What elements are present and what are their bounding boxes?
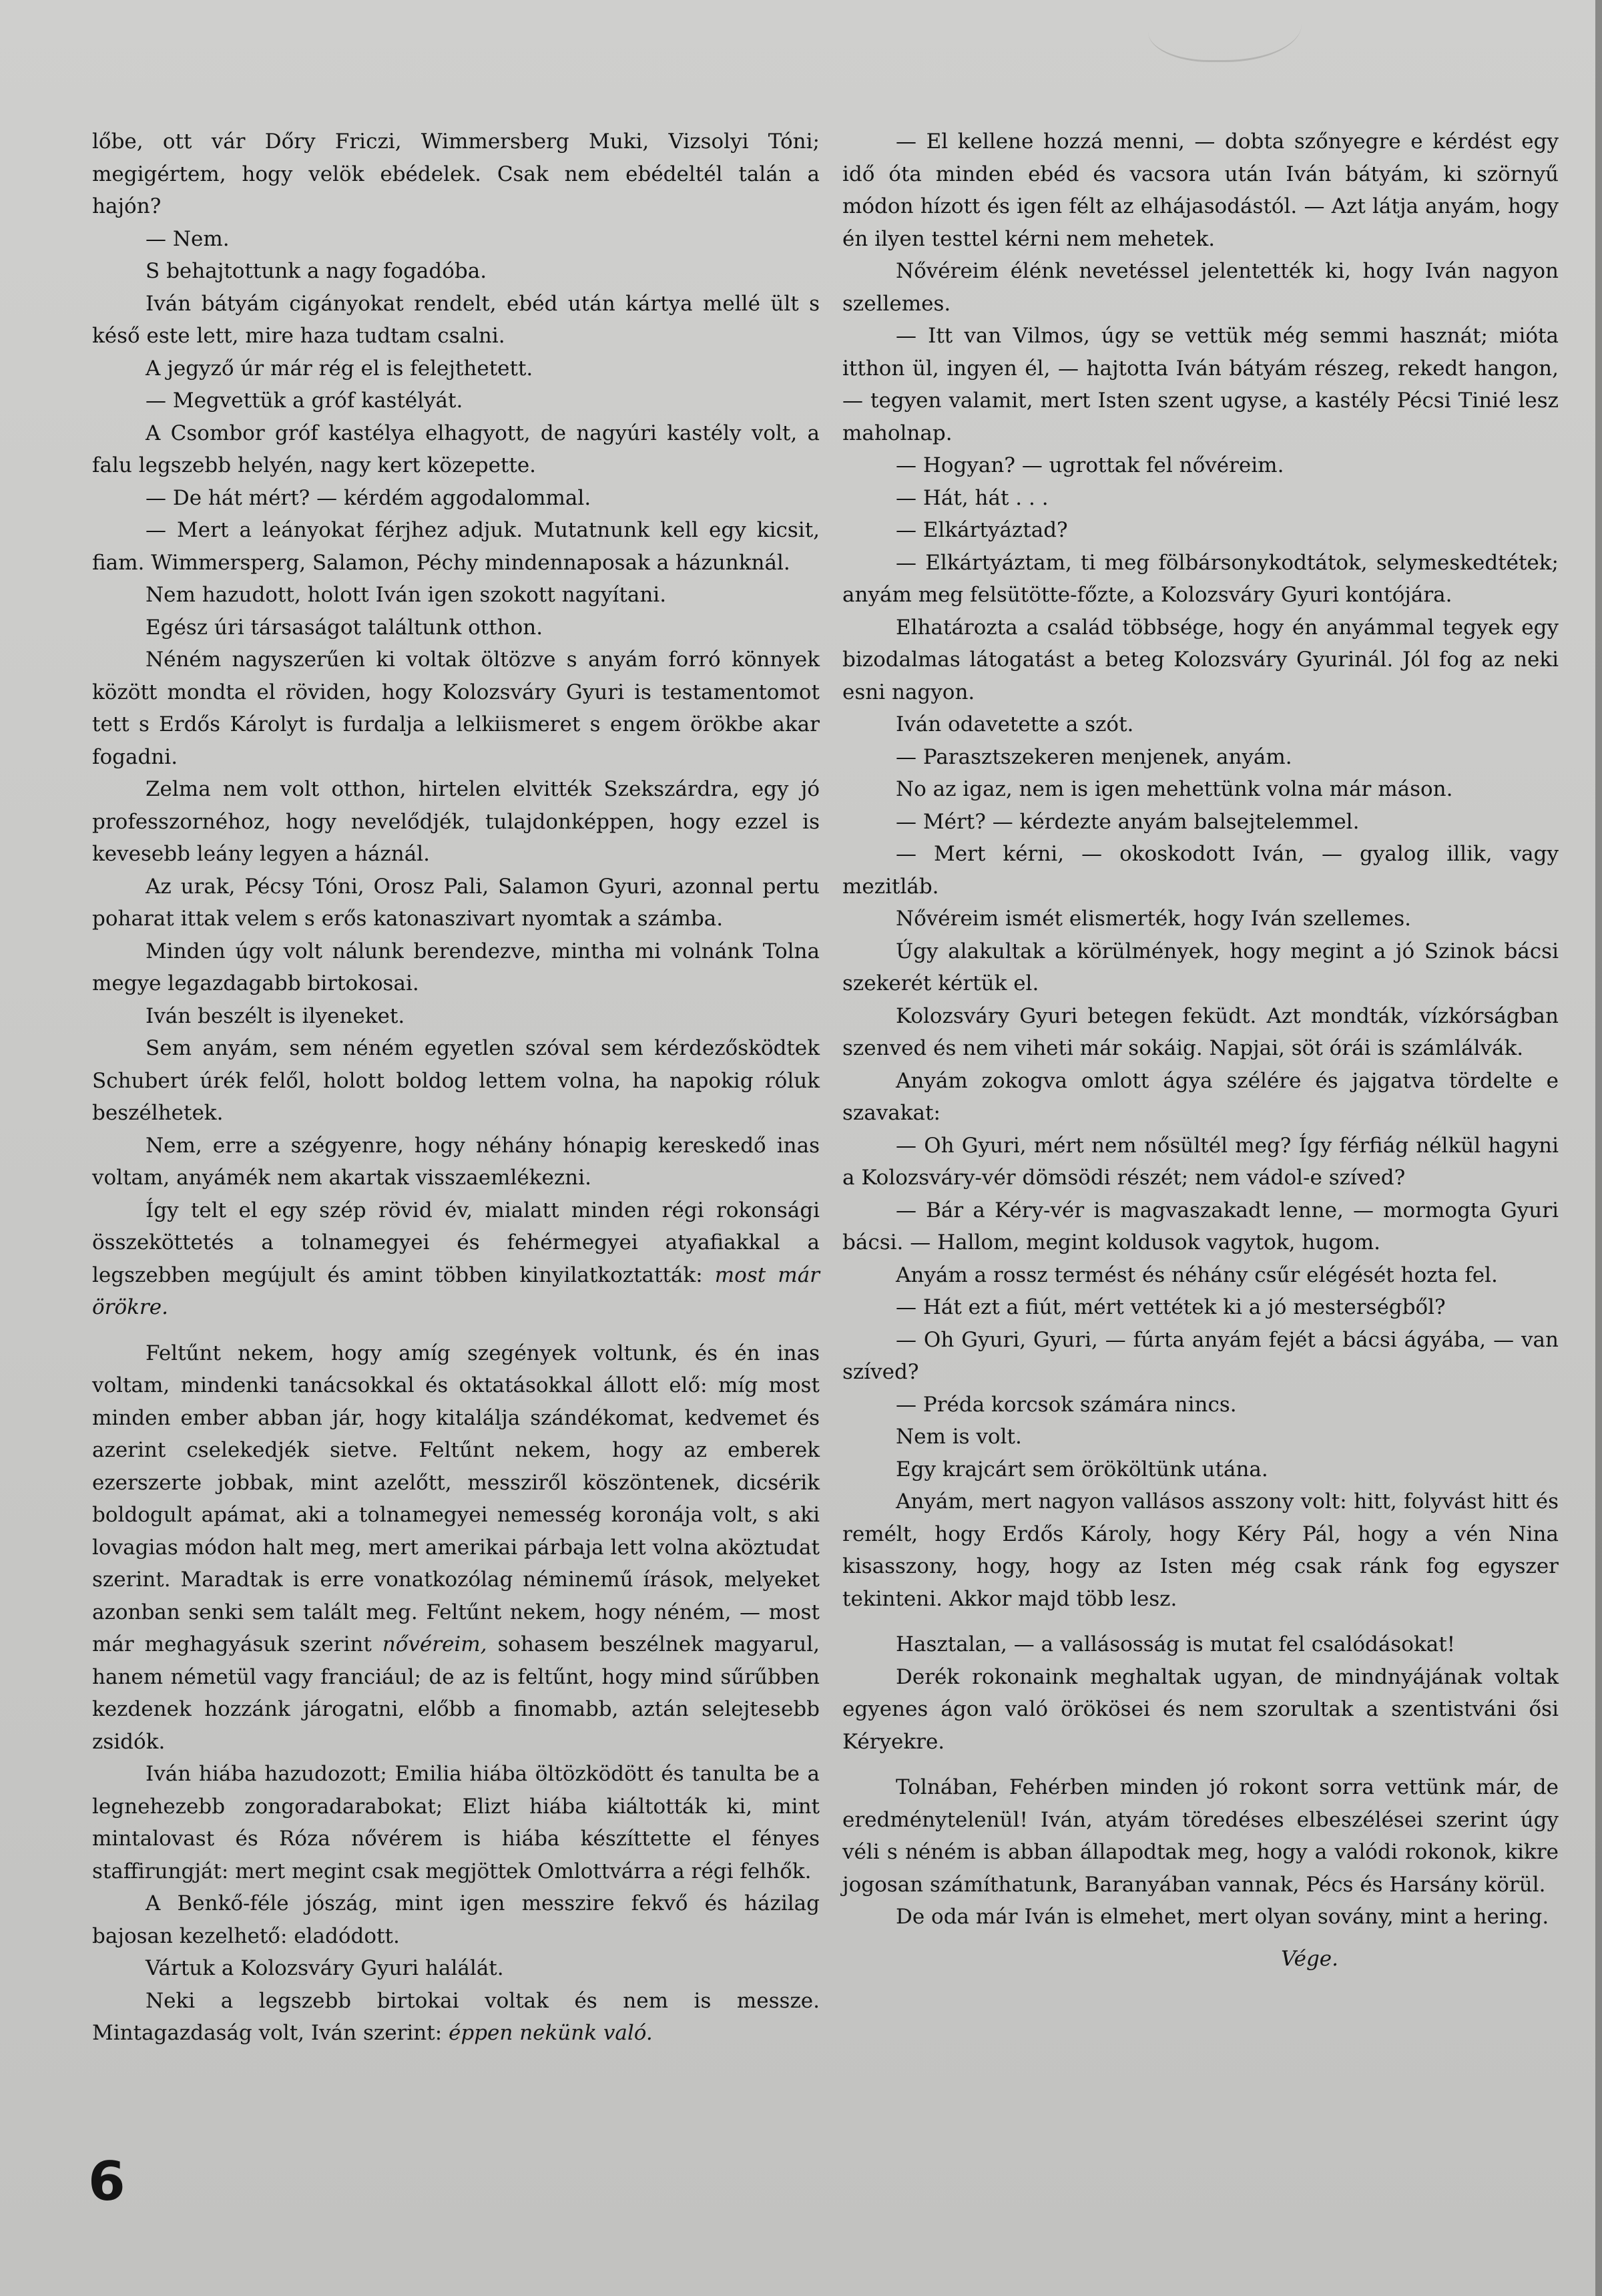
italic-phrase: most már örökre. (92, 1262, 820, 1319)
paragraph: — Elkártyáztad? (896, 518, 1068, 542)
paragraph: S behajtottunk a nagy fogadóba. (146, 259, 487, 283)
paragraph: Anyám zokogva omlott ágya szélére és jajgatva tördelte e szavakat: (842, 1068, 1559, 1125)
paragraph: — Hogyan? — ugrottak fel nővéreim. (896, 453, 1284, 477)
paragraph: — Oh Gyuri, mért nem nősültél meg? Így férfiág nélkül hagyni a Kolozsváry-vér dömsödi részét; nem vádol-e szíved? (842, 1133, 1559, 1190)
paragraph: Kolozsváry Gyuri betegen feküdt. Azt mondták, vízkórságban szenved és nem viheti már sokáig. Napjai, söt órái is számlálvák. (842, 1003, 1559, 1060)
paragraph: Anyám a rossz termést és néhány csűr elégését hozta fel. (896, 1262, 1498, 1287)
paragraph (92, 1337, 820, 1759)
paragraph: Sem anyám, sem néném egyetlen szóval sem kérdezősködtek Schubert úrék felől, holott boldog lettem volna, ha napokig róluk beszélhetek. (92, 1036, 820, 1125)
paragraph: Iván hiába hazudozott; Emilia hiába öltözködött és tanulta be a legnehezebb zongoradarabokat; Elizt hiába kiáltották ki, mint mintalovast és Róza nővérem is hiába készíttette el fényes staffirungját: mert megint csak megjöttek Omlottvárra a régi felhők. (92, 1762, 820, 1883)
paragraph: Egész úri társaságot találtunk otthon. (146, 615, 543, 640)
paragraph: Nővéreim ismét elismerték, hogy Iván szellemes. (896, 907, 1411, 931)
paragraph: No az igaz, nem is igen mehettünk volna már máson. (896, 777, 1453, 801)
paragraph: Tolnában, Fehérben minden jó rokont sorra vettünk már, de eredménytelenül! Iván, atyám töredéses elbeszélései szerint úgy véli s néném is abban állapodtak meg, hogy a valódi rokonok, kikre jogosan számíthatunk, Baranyában vannak, Pécs és Harsány körül. (842, 1775, 1559, 1897)
paragraph: Minden úgy volt nálunk berendezve, mintha mi volnánk Tolna megye legazdagabb birtokosai. (92, 939, 820, 995)
paragraph-text: Neki a legszebb birtokai voltak és nem is messze. Mintagazdaság volt, Iván szerint: (92, 1988, 820, 2045)
end-mark: Vége. (1281, 1946, 1338, 1971)
page-edge-shadow (1595, 0, 1602, 2296)
paragraph: Nővéreim élénk nevetéssel jelentették ki, hogy Iván nagyon szellemes. (842, 259, 1559, 316)
paragraph: — Mert kérni, — okoskodott Iván, — gyalog illik, vagy mezitláb. (842, 842, 1559, 899)
paragraph: A jegyző úr már rég el is felejthetett. (146, 356, 533, 381)
paragraph: — Préda korcsok számára nincs. (896, 1392, 1237, 1417)
paragraph: — Parasztszekeren menjenek, anyám. (896, 744, 1292, 769)
paragraph: Zelma nem volt otthon, hirtelen elvitték Szekszárdra, egy jó professzornéhoz, hogy nevelődjék, tulajdonképpen, hogy ezzel is kevesebb leány legyen a háznál. (92, 777, 820, 866)
paragraph: — Elkártyáztam, ti meg fölbársonykodtátok, selymeskedtétek; anyám meg felsütötte-főzte, a Kolozsváry Gyuri kontójára. (842, 550, 1559, 607)
paragraph: A Benkő-féle jószág, mint igen messzire fekvő és házilag bajosan kezelhető: eladódott. (92, 1891, 820, 1948)
paragraph: — El kellene hozzá menni, — dobta szőnyegre e kérdést egy idő óta minden ebéd és vacsora után Iván bátyám, ki szörnyű módon hízott és igen félt az elhájasodástól. — Azt látja anyám, hogy én ilyen testtel kérni nem mehetek. (842, 130, 1559, 251)
paragraph: — Oh Gyuri, Gyuri, — fúrta anyám fejét a bácsi ágyába, — van szíved? (842, 1327, 1559, 1384)
page-fold-mark (1148, 0, 1302, 62)
paragraph: Iván odavetette a szót. (896, 712, 1134, 736)
paragraph: Nem hazudott, holott Iván igen szokott nagyítani. (146, 583, 667, 607)
paragraph-text: sohasem beszélnek magyarul, hanem németül vagy franciául; de az is feltűnt, hogy mind sűrűbben kezdenek hozzánk járogatni, előbb a finomabb, aztán selejtesebb zsidók. (92, 1632, 820, 1754)
italic-phrase: nővéreim, (382, 1632, 487, 1656)
paragraph: Iván beszélt is ilyeneket. (146, 1003, 405, 1028)
paragraph (92, 1194, 820, 1324)
paragraph: — De hát mért? — kérdém aggodalommal. (146, 485, 591, 510)
paragraph: — Itt van Vilmos, úgy se vettük még semmi hasznát; mióta itthon ül, ingyen él, — hajtotta Iván bátyám részeg, rekedt hangon, — tegyen valamit, mert Isten szent ugyse, a kastély Pécsi Tinié lesz maholnap. (842, 324, 1559, 445)
paragraph: A Csombor gróf kastélya elhagyott, de nagyúri kastély volt, a falu legszebb helyén, nagy kert közepette. (92, 421, 820, 477)
paragraph: Az urak, Pécsy Tóni, Orosz Pali, Salamon Gyuri, azonnal pertu poharat ittak velem s erős katonaszivart nyomtak a számba. (92, 874, 820, 931)
left-text-column (92, 126, 820, 2050)
paragraph: Iván bátyám cigányokat rendelt, ebéd után kártya mellé ült s késő este lett, mire haza tudtam csalni. (92, 291, 820, 348)
paragraph: Derék rokonaink meghaltak ugyan, de mindnyájának voltak egyenes ágon való örökösei és nem szorultak a szentistváni ősi Kéryekre. (842, 1664, 1559, 1754)
paragraph-text: Így telt el egy szép rövid év, mialatt minden régi rokonsági összeköttetés a tolnamegyei és fehérmegyei atyafiakkal a legszebben megújult és amint többen kinyilatkoztatták: (92, 1198, 820, 1287)
page-number: 6 (88, 2150, 125, 2213)
paragraph: Hasztalan, — a vallásosság is mutat fel csalódásokat! (896, 1632, 1456, 1656)
paragraph: — Bár a Kéry-vér is magvaszakadt lenne, — mormogta Gyuri bácsi. — Hallom, megint koldusok vagytok, hugom. (842, 1198, 1559, 1254)
italic-phrase: éppen nekünk való. (449, 2021, 653, 2045)
paragraph: Nem, erre a szégyenre, hogy néhány hónapig kereskedő inas voltam, anyámék nem akartak visszaemlékezni. (92, 1133, 820, 1190)
paragraph: — Nem. (146, 226, 230, 251)
paragraph: Néném nagyszerűen ki voltak öltözve s anyám forró könnyek között mondta el röviden, hogy Kolozsváry Gyuri is testamentomot tett s Erdős Károlyt is furdalja a lelkiismeret s engem örökbe akar fogadni. (92, 648, 820, 769)
paragraph: lőbe, ott vár Dőry Friczi, Wimmersberg Muki, Vizsolyi Tóni; megigértem, hogy velök ebédelek. Csak nem ebédeltél talán a hajón? (92, 130, 820, 218)
paragraph: Elhatározta a család többsége, hogy én anyámmal tegyek egy bizodalmas látogatást a beteg Kolozsváry Gyurinál. Jól fog az neki esni nagyon. (842, 615, 1559, 704)
paragraph: Egy krajcárt sem örököltünk utána. (896, 1457, 1268, 1481)
paragraph: Úgy alakultak a körülmények, hogy megint a jó Szinok bácsi szekerét kértük el. (842, 939, 1559, 995)
paragraph (92, 1985, 820, 2050)
paragraph: Nem is volt. (896, 1425, 1022, 1449)
paragraph: — Mért? — kérdezte anyám balsejtelemmel. (896, 809, 1360, 834)
paragraph: — Hát, hát . . . (896, 485, 1049, 510)
paragraph: — Hát ezt a fiút, mért vettétek ki a jó mesterségből? (896, 1295, 1446, 1319)
paragraph: — Megvettük a gróf kastélyát. (146, 389, 463, 413)
paragraph: De oda már Iván is elmehet, mert olyan sovány, mint a hering. (896, 1905, 1549, 1929)
right-text-column (842, 126, 1559, 1975)
paragraph: Anyám, mert nagyon vallásos asszony volt: hitt, folyvást hitt és remélt, hogy Erdős Károly, hogy Kéry Pál, hogy a vén Nina kisasszony, hogy, hogy az Isten még csak ránk fog egyszer tekinteni. Akkor majd több lesz. (842, 1489, 1559, 1611)
paragraph-text: Feltűnt nekem, hogy amíg szegények voltunk, és én inas voltam, mindenki tanácsokkal és oktatásokkal állott elő: míg most minden ember abban jár, hogy kitalálja szándékomat, kedvemet és azerint cselekedjék sietve. Feltűnt nekem, hogy az emberek ezerszerte jobbak, mint azelőtt, messziről köszöntenek, dicsérik boldogult apámat, aki a tolnamegyei nemesség koronája volt, s aki lovagias módon halt meg, mert amerikai párbaja lett volna aköztudat szerint. Maradtak is erre vonatkozólag néminemű írások, melyeket azonban senki sem talált meg. Feltűnt nekem, hogy néném, — most már meghagyásuk szerint (92, 1341, 820, 1656)
paragraph: Vártuk a Kolozsváry Gyuri halálát. (146, 1956, 504, 1980)
paragraph: — Mert a leányokat férjhez adjuk. Mutatnunk kell egy kicsit, fiam. Wimmersperg, Salamon, Péchy mindennaposak a házunknál. (92, 518, 820, 575)
